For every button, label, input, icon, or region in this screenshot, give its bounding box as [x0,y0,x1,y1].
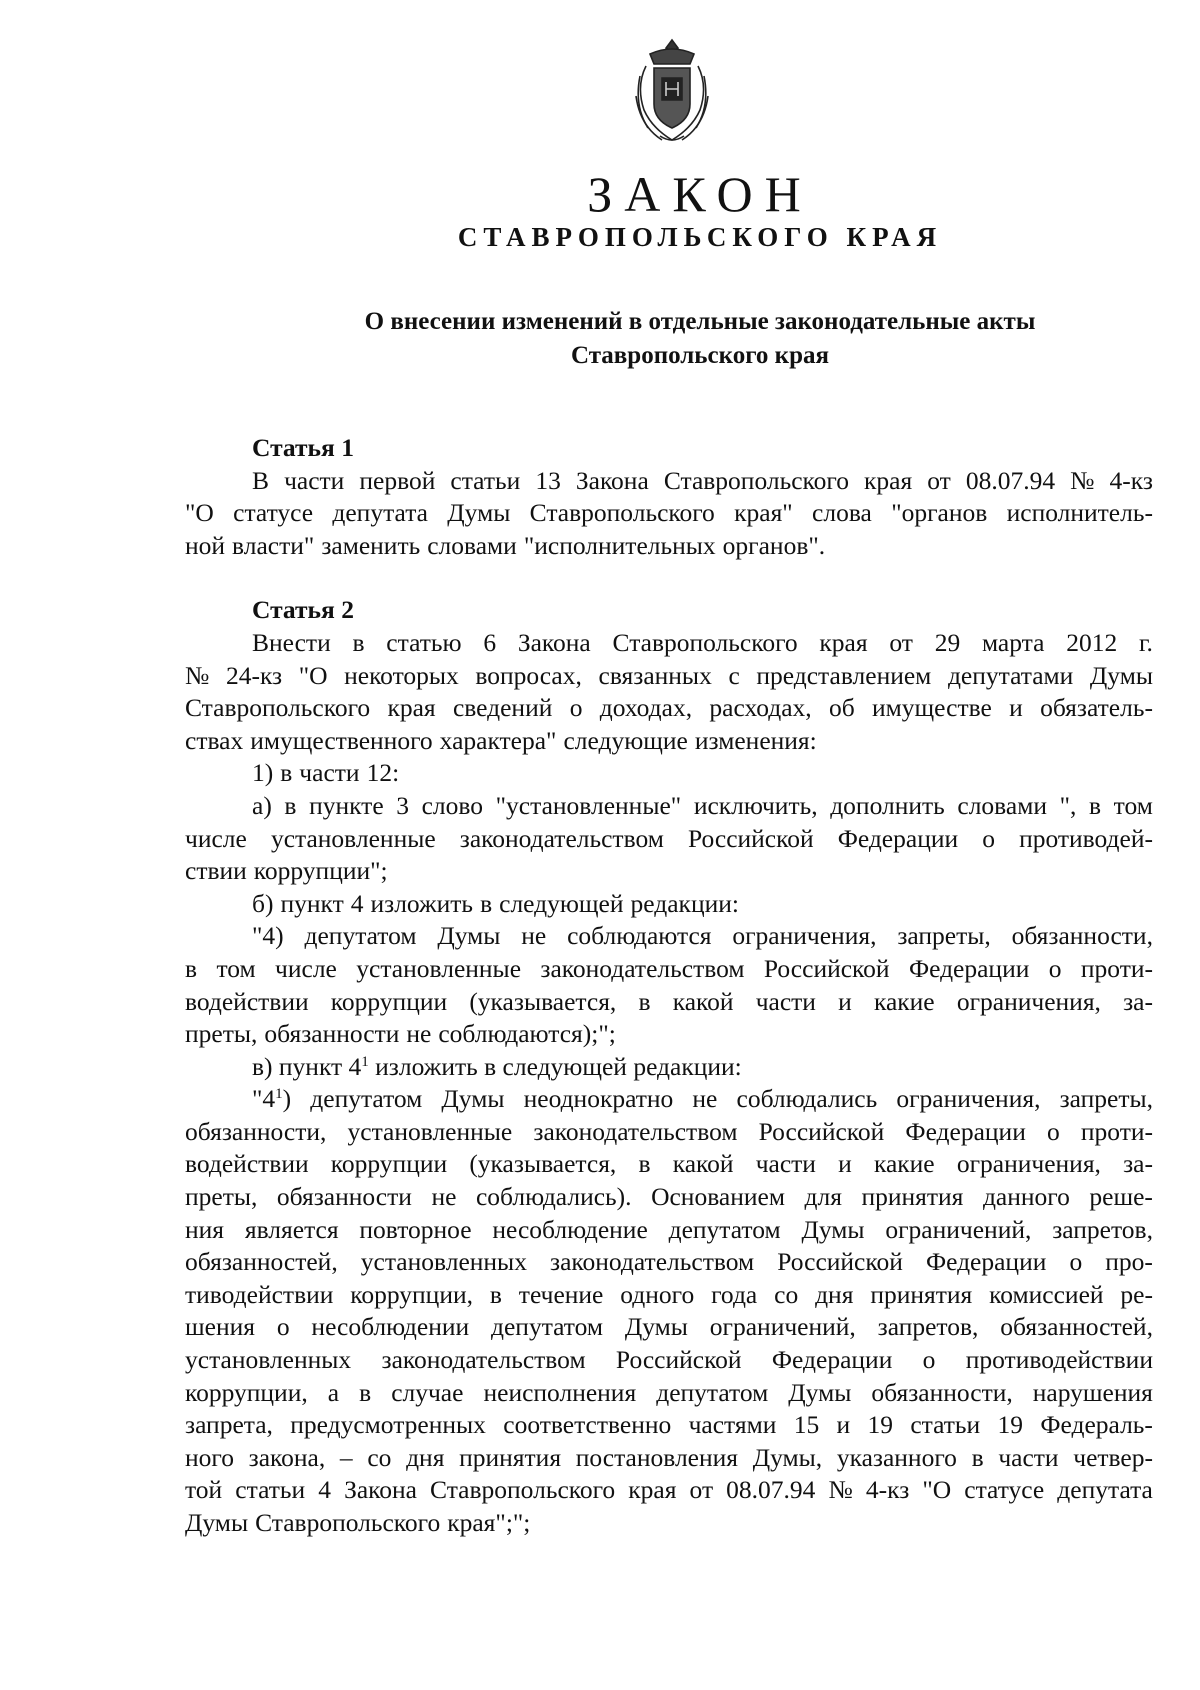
article-2-line: Думы Ставропольского края";"; [185,1508,531,1537]
article-2-line: ствии коррупции"; [185,856,388,886]
article-1-line: "О статусе депутата Думы Ставропольского края" слова "органов исполнитель- [185,498,1153,528]
article-2-line: числе установленные законодательством Российской Федерации о противодей- [185,823,1153,853]
article-2-line: № 24-кз "О некоторых вопросах, связанных с представлением депутатами Думы [185,660,1153,690]
article-1-line: В части первой статьи 13 Закона Ставропольского края от 08.07.94 № 4-кз [252,465,1153,495]
article-2-line: водействии коррупции (указывается, в какой части и какие ограничения, за- [185,986,1153,1016]
document-subtitle: СТАВРОПОЛЬСКОГО КРАЯ [457,222,943,252]
article-2-line: обязанностей, установленных законодательством Российской Федерации о про- [185,1247,1153,1277]
article-2-line: запрета, предусмотренных соответственно частями 15 и 19 статьи 19 Федераль- [185,1410,1153,1440]
article-2-title: Статья 2 [252,595,354,625]
article-1-title: Статья 1 [252,433,354,462]
document-title: ЗАКОН [587,166,813,222]
article-2-line: обязанности, установленные законодательством Российской Федерации о проти- [185,1116,1153,1146]
article-2-line: тиводействии коррупции, в течение одного года со дня принятия комиссией ре- [185,1279,1153,1309]
superscript: 1 [361,1053,369,1070]
article-2-line: "4) депутатом Думы не соблюдаются ограничения, запреты, обязанности, [252,921,1153,951]
article-2-line: б) пункт 4 изложить в следующей редакции: [252,888,739,918]
article-2-line: водействии коррупции (указывается, в какой части и какие ограничения, за- [185,1149,1153,1179]
article-2-line: коррупции, а в случае неисполнения депутатом Думы обязанности, нарушения [185,1377,1153,1407]
article-2-line: преты, обязанности не соблюдались). Основанием для принятия данного реше- [185,1182,1153,1212]
superscript: 1 [275,1086,283,1103]
document-body [185,432,1153,1540]
article-2-line: той статьи 4 Закона Ставропольского края от 08.07.94 № 4-кз "О статусе депутата [185,1475,1153,1505]
line-text: "4 [252,1084,276,1114]
article-2-line: ния является повторное несоблюдение депутатом Думы ограничений, запретов, [185,1214,1153,1244]
line-text: ) депутатом Думы неоднократно не соблюдались ограничения, запреты, [282,1084,1153,1114]
article-2-line: ствах имущественного характера" следующие изменения: [185,725,817,755]
article-2-line [185,1083,1153,1116]
article-2-line: Ставропольского края сведений о доходах, расходах, об имуществе и обязатель- [185,693,1153,723]
line-text: в) пункт 4 [252,1051,362,1081]
law-heading-line-2: Ставропольского края [570,342,830,369]
line-text: изложить в следующей редакции: [368,1051,742,1081]
article-1-line: ной власти" заменить словами "исполнительных органов". [185,530,826,560]
article-2-line: Внести в статью 6 Закона Ставропольского края от 29 марта 2012 г. [252,627,1153,657]
article-2-line: ного закона, – со дня принятия постановления Думы, указанного в части четвер- [185,1442,1153,1472]
law-heading-line-1: О внесении изменений в отдельные законодательные акты [364,308,1036,335]
article-2-line: 1) в части 12: [252,758,400,788]
article-2-line: а) в пункте 3 слово "установленные" исключить, дополнить словами ", в том [252,790,1153,820]
article-2-line: шения о несоблюдении депутатом Думы ограничений, запретов, обязанностей, [185,1312,1153,1342]
law-heading [0,305,1200,373]
coat-of-arms-icon [630,36,714,148]
article-2-line: преты, обязанности не соблюдаются);"; [185,1019,616,1049]
article-2-line [185,1051,1153,1084]
article-2-line: установленных законодательством Российской Федерации о противодействии [185,1345,1153,1375]
article-2-line: в том числе установленные законодательством Российской Федерации о проти- [185,953,1153,983]
